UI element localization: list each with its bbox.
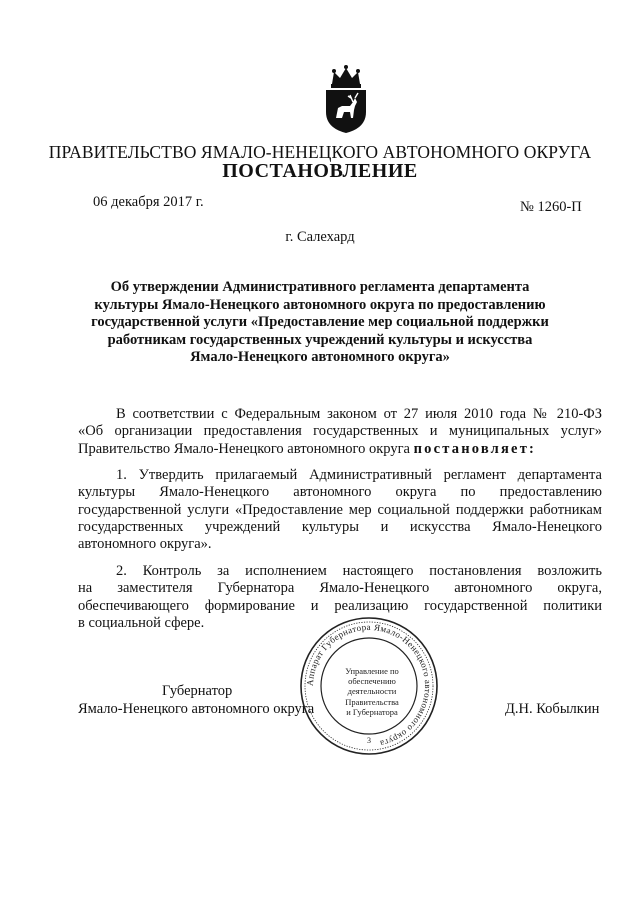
document-type: ПОСТАНОВЛЕНИЕ [222,160,418,182]
seal-center-line: Правительства [345,696,399,707]
item-2-line: на заместителя Губернатора Ямало-Ненецкого автономного округа, [78,580,602,597]
item-1-paragraph [78,467,602,553]
item-2-line: 2. Контроль за исполнением настоящего постановления возложить [116,563,602,579]
signatory-title [78,683,318,718]
resolves-keyword: постановляет: [413,440,537,457]
item-2-line: обеспечивающего формирование и реализацию государственной политики [78,597,602,614]
item-1-line: государственных учреждений культуры и искусства Ямало-Ненецкого [78,518,602,535]
signatory-region: Ямало-Ненецкого автономного округа [78,700,315,717]
seal-number: 3 [367,736,371,745]
title-line: Об утверждении Административного регламента департамента [110,279,530,295]
item-1-line: государственной услуги «Предоставление мер социальной поддержки работникам [78,501,602,518]
government-name: ПРАВИТЕЛЬСТВО ЯМАЛО-НЕНЕЦКОГО АВТОНОМНОГО ОКРУГА [48,142,592,162]
seal-center-line: деятельности [347,686,397,697]
title-line: Ямало-Ненецкого автономного округа» [190,349,450,365]
preamble-line: В соответствии с Федеральным законом от 27 июля 2010 года № 210-ФЗ [116,406,602,422]
item-1-line: автономного округа». [78,536,212,553]
preamble-line: «Об организации предоставления государственных и муниципальных услуг» [78,423,602,440]
signatory-name: Д.Н. Кобылкин [505,701,600,717]
title-line: работникам государственных учреждений культуры и искусства [107,331,533,348]
document-date: 06 декабря 2017 г. [93,194,204,210]
preamble-line [78,441,602,458]
item-1-line: культуры Ямало-Ненецкого автономного округа по предоставлению [78,484,602,501]
title-line: государственной услуги «Предоставление мер социальной поддержки [91,314,549,330]
title-line: культуры Ямало-Ненецкого автономного округа по предоставлению [94,296,546,313]
signatory-position: Губернатор [162,683,233,699]
preamble-paragraph [78,406,602,458]
yamal-coat-of-arms-icon [320,62,372,134]
document-title [90,279,550,367]
seal-center-line: обеспечению [348,676,396,687]
item-2-line: в социальной сфере. [78,614,205,631]
seal-ring-text: Аппарат Губернатора Ямало-Ненецкого автономного округа [304,621,434,749]
seal-center-line: и Губернатора [346,706,398,717]
seal-center-text [326,666,418,717]
document-city: г. Салехард [285,229,355,245]
document-number: № 1260-П [520,199,582,215]
seal-center-line: Управление по [345,666,399,676]
item-1-line: 1. Утвердить прилагаемый Административный регламент департамента [116,467,602,483]
preamble-prefix: Правительство Ямало-Ненецкого автономного округа [78,440,414,457]
